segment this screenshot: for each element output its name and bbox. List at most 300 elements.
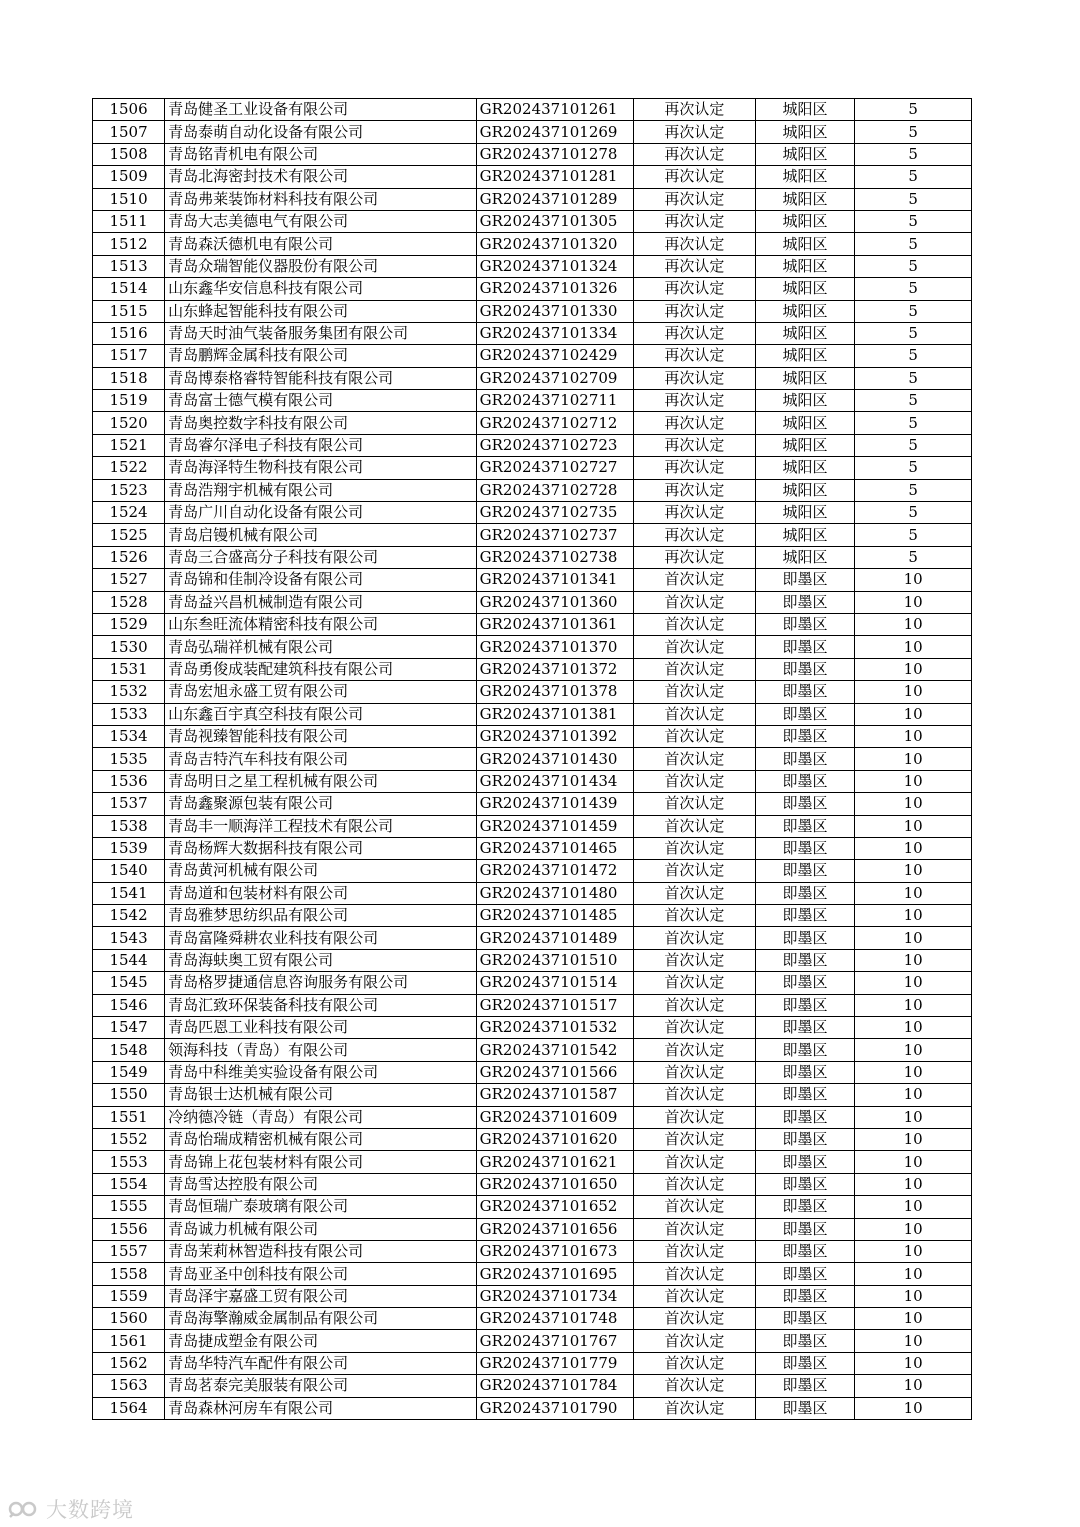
certificate-code-cell: GR202437101320	[476, 233, 633, 255]
certification-type-cell: 再次认定	[633, 546, 755, 568]
company-name-cell: 青岛茉莉林智造科技有限公司	[165, 1240, 477, 1262]
certification-type-cell: 首次认定	[633, 1061, 755, 1083]
table-row	[93, 1196, 972, 1218]
company-name-cell: 青岛启镘机械有限公司	[165, 524, 477, 546]
amount-cell: 10	[855, 1173, 972, 1195]
certificate-code-cell: GR202437101767	[476, 1330, 633, 1352]
table-row	[93, 770, 972, 792]
amount-cell: 10	[855, 1039, 972, 1061]
company-name-cell: 青岛众瑞智能仪器股份有限公司	[165, 255, 477, 277]
certificate-code-cell: GR202437101652	[476, 1196, 633, 1218]
amount-cell: 5	[855, 546, 972, 568]
table-row	[93, 255, 972, 277]
amount-cell: 10	[855, 1330, 972, 1352]
company-name-cell: 青岛中科维美实验设备有限公司	[165, 1061, 477, 1083]
certificate-code-cell: GR202437102728	[476, 479, 633, 501]
district-cell: 城阳区	[755, 390, 854, 412]
table-row	[93, 725, 972, 747]
certificate-code-cell: GR202437102735	[476, 502, 633, 524]
company-name-cell: 青岛大志美德电气有限公司	[165, 210, 477, 232]
row-number-cell: 1545	[93, 972, 165, 994]
table-row	[93, 300, 972, 322]
amount-cell: 5	[855, 390, 972, 412]
amount-cell: 5	[855, 479, 972, 501]
certification-type-cell: 首次认定	[633, 837, 755, 859]
row-number-cell: 1517	[93, 345, 165, 367]
company-name-cell: 青岛三合盛高分子科技有限公司	[165, 546, 477, 568]
certificate-code-cell: GR202437101324	[476, 255, 633, 277]
row-number-cell: 1532	[93, 681, 165, 703]
company-name-cell: 青岛黄河机械有限公司	[165, 860, 477, 882]
certification-type-cell: 首次认定	[633, 905, 755, 927]
amount-cell: 10	[855, 748, 972, 770]
certification-type-cell: 首次认定	[633, 1263, 755, 1285]
row-number-cell: 1510	[93, 188, 165, 210]
certification-type-cell: 首次认定	[633, 1240, 755, 1262]
certificate-code-cell: GR202437101269	[476, 121, 633, 143]
certification-type-cell: 再次认定	[633, 322, 755, 344]
table-row	[93, 1240, 972, 1262]
amount-cell: 10	[855, 815, 972, 837]
district-cell: 即墨区	[755, 1106, 854, 1128]
district-cell: 即墨区	[755, 860, 854, 882]
row-number-cell: 1541	[93, 882, 165, 904]
amount-cell: 5	[855, 322, 972, 344]
certificate-code-cell: GR202437101430	[476, 748, 633, 770]
certification-type-cell: 首次认定	[633, 569, 755, 591]
company-name-cell: 青岛勇俊成装配建筑科技有限公司	[165, 658, 477, 680]
watermark	[8, 1494, 134, 1524]
row-number-cell: 1530	[93, 636, 165, 658]
table-row	[93, 837, 972, 859]
certification-type-cell: 再次认定	[633, 255, 755, 277]
district-cell: 即墨区	[755, 1308, 854, 1330]
certificate-code-cell: GR202437101459	[476, 815, 633, 837]
company-name-cell: 青岛锦和佳制冷设备有限公司	[165, 569, 477, 591]
district-cell: 即墨区	[755, 1397, 854, 1419]
amount-cell: 5	[855, 255, 972, 277]
amount-cell: 10	[855, 1084, 972, 1106]
district-cell: 即墨区	[755, 1375, 854, 1397]
certificate-code-cell: GR202437101485	[476, 905, 633, 927]
row-number-cell: 1521	[93, 434, 165, 456]
certificate-code-cell: GR202437101784	[476, 1375, 633, 1397]
table-row	[93, 1352, 972, 1374]
certificate-code-cell: GR202437101289	[476, 188, 633, 210]
district-cell: 即墨区	[755, 770, 854, 792]
company-name-cell: 青岛吉特汽车科技有限公司	[165, 748, 477, 770]
company-name-cell: 青岛杨辉大数据科技有限公司	[165, 837, 477, 859]
company-name-cell: 领海科技（青岛）有限公司	[165, 1039, 477, 1061]
certification-type-cell: 再次认定	[633, 479, 755, 501]
company-name-cell: 青岛宏旭永盛工贸有限公司	[165, 681, 477, 703]
amount-cell: 10	[855, 681, 972, 703]
table-row	[93, 479, 972, 501]
company-name-cell: 青岛锦上花包装材料有限公司	[165, 1151, 477, 1173]
district-cell: 即墨区	[755, 1218, 854, 1240]
district-cell: 即墨区	[755, 1173, 854, 1195]
table-row	[93, 569, 972, 591]
certificate-code-cell: GR202437101281	[476, 166, 633, 188]
certification-type-cell: 再次认定	[633, 412, 755, 434]
company-list-table	[92, 98, 972, 1420]
certificate-code-cell: GR202437101378	[476, 681, 633, 703]
table-row	[93, 1173, 972, 1195]
row-number-cell: 1528	[93, 591, 165, 613]
certification-type-cell: 首次认定	[633, 591, 755, 613]
row-number-cell: 1558	[93, 1263, 165, 1285]
certificate-code-cell: GR202437101532	[476, 1017, 633, 1039]
company-name-cell: 青岛森林河房车有限公司	[165, 1397, 477, 1419]
row-number-cell: 1555	[93, 1196, 165, 1218]
certification-type-cell: 首次认定	[633, 1039, 755, 1061]
company-name-cell: 青岛茗泰完美服装有限公司	[165, 1375, 477, 1397]
row-number-cell: 1509	[93, 166, 165, 188]
district-cell: 即墨区	[755, 1151, 854, 1173]
district-cell: 即墨区	[755, 927, 854, 949]
table-row	[93, 1039, 972, 1061]
table-row	[93, 210, 972, 232]
row-number-cell: 1512	[93, 233, 165, 255]
certificate-code-cell: GR202437101330	[476, 300, 633, 322]
certification-type-cell: 首次认定	[633, 658, 755, 680]
certification-type-cell: 首次认定	[633, 882, 755, 904]
amount-cell: 10	[855, 1218, 972, 1240]
company-name-cell: 青岛铭青机电有限公司	[165, 143, 477, 165]
table-row	[93, 434, 972, 456]
amount-cell: 10	[855, 703, 972, 725]
district-cell: 即墨区	[755, 569, 854, 591]
row-number-cell: 1519	[93, 390, 165, 412]
amount-cell: 5	[855, 502, 972, 524]
certificate-code-cell: GR202437101790	[476, 1397, 633, 1419]
district-cell: 即墨区	[755, 725, 854, 747]
certification-type-cell: 再次认定	[633, 434, 755, 456]
row-number-cell: 1564	[93, 1397, 165, 1419]
table-row	[93, 613, 972, 635]
table-row	[93, 591, 972, 613]
amount-cell: 10	[855, 882, 972, 904]
row-number-cell: 1540	[93, 860, 165, 882]
row-number-cell: 1562	[93, 1352, 165, 1374]
district-cell: 即墨区	[755, 1196, 854, 1218]
amount-cell: 10	[855, 591, 972, 613]
company-name-cell: 山东蜂起智能科技有限公司	[165, 300, 477, 322]
table-row	[93, 502, 972, 524]
district-cell: 城阳区	[755, 457, 854, 479]
certification-type-cell: 首次认定	[633, 972, 755, 994]
certification-type-cell: 首次认定	[633, 994, 755, 1016]
table-row	[93, 1218, 972, 1240]
district-cell: 城阳区	[755, 121, 854, 143]
row-number-cell: 1511	[93, 210, 165, 232]
district-cell: 即墨区	[755, 636, 854, 658]
amount-cell: 10	[855, 1352, 972, 1374]
row-number-cell: 1553	[93, 1151, 165, 1173]
table-row	[93, 815, 972, 837]
certificate-code-cell: GR202437102727	[476, 457, 633, 479]
district-cell: 即墨区	[755, 905, 854, 927]
certificate-code-cell: GR202437101514	[476, 972, 633, 994]
amount-cell: 10	[855, 927, 972, 949]
row-number-cell: 1554	[93, 1173, 165, 1195]
certificate-code-cell: GR202437101360	[476, 591, 633, 613]
certificate-code-cell: GR202437101341	[476, 569, 633, 591]
company-name-cell: 青岛广川自动化设备有限公司	[165, 502, 477, 524]
table-body	[93, 99, 972, 1420]
table-row	[93, 1106, 972, 1128]
company-name-cell: 青岛海擎瀚威金属制品有限公司	[165, 1308, 477, 1330]
district-cell: 即墨区	[755, 994, 854, 1016]
row-number-cell: 1515	[93, 300, 165, 322]
company-name-cell: 青岛富士德气模有限公司	[165, 390, 477, 412]
certification-type-cell: 再次认定	[633, 300, 755, 322]
company-name-cell: 山东鑫华安信息科技有限公司	[165, 278, 477, 300]
row-number-cell: 1548	[93, 1039, 165, 1061]
amount-cell: 10	[855, 1375, 972, 1397]
district-cell: 城阳区	[755, 322, 854, 344]
amount-cell: 10	[855, 1106, 972, 1128]
row-number-cell: 1522	[93, 457, 165, 479]
table-row	[93, 658, 972, 680]
table-row	[93, 1397, 972, 1419]
row-number-cell: 1547	[93, 1017, 165, 1039]
table-row	[93, 1375, 972, 1397]
company-name-cell: 青岛雅梦思纺织品有限公司	[165, 905, 477, 927]
table-row	[93, 927, 972, 949]
certificate-code-cell: GR202437101510	[476, 949, 633, 971]
certificate-code-cell: GR202437101261	[476, 99, 633, 121]
district-cell: 城阳区	[755, 143, 854, 165]
company-name-cell: 青岛泽宇嘉盛工贸有限公司	[165, 1285, 477, 1307]
table-row	[93, 1128, 972, 1150]
certificate-code-cell: GR202437102738	[476, 546, 633, 568]
amount-cell: 5	[855, 99, 972, 121]
district-cell: 即墨区	[755, 949, 854, 971]
district-cell: 即墨区	[755, 793, 854, 815]
row-number-cell: 1546	[93, 994, 165, 1016]
company-name-cell: 青岛博泰格睿特智能科技有限公司	[165, 367, 477, 389]
certification-type-cell: 再次认定	[633, 99, 755, 121]
district-cell: 城阳区	[755, 166, 854, 188]
certification-type-cell: 再次认定	[633, 390, 755, 412]
district-cell: 即墨区	[755, 613, 854, 635]
company-name-cell: 青岛视臻智能科技有限公司	[165, 725, 477, 747]
certification-type-cell: 首次认定	[633, 860, 755, 882]
certification-type-cell: 再次认定	[633, 278, 755, 300]
row-number-cell: 1539	[93, 837, 165, 859]
amount-cell: 5	[855, 412, 972, 434]
certificate-code-cell: GR202437101326	[476, 278, 633, 300]
company-name-cell: 青岛富隆舜耕农业科技有限公司	[165, 927, 477, 949]
certification-type-cell: 首次认定	[633, 949, 755, 971]
company-name-cell: 青岛匹恩工业科技有限公司	[165, 1017, 477, 1039]
table-row	[93, 188, 972, 210]
table-row	[93, 233, 972, 255]
amount-cell: 10	[855, 1263, 972, 1285]
row-number-cell: 1508	[93, 143, 165, 165]
table-row	[93, 972, 972, 994]
company-name-cell: 山东叁旺流体精密科技有限公司	[165, 613, 477, 635]
row-number-cell: 1551	[93, 1106, 165, 1128]
row-number-cell: 1518	[93, 367, 165, 389]
amount-cell: 5	[855, 300, 972, 322]
certificate-code-cell: GR202437102712	[476, 412, 633, 434]
district-cell: 即墨区	[755, 1039, 854, 1061]
table-row	[93, 636, 972, 658]
certification-type-cell: 首次认定	[633, 613, 755, 635]
company-name-cell: 青岛明日之星工程机械有限公司	[165, 770, 477, 792]
district-cell: 即墨区	[755, 681, 854, 703]
certification-type-cell: 首次认定	[633, 1128, 755, 1150]
certification-type-cell: 首次认定	[633, 793, 755, 815]
table-row	[93, 166, 972, 188]
table-row	[93, 860, 972, 882]
district-cell: 城阳区	[755, 345, 854, 367]
certification-type-cell: 首次认定	[633, 1375, 755, 1397]
amount-cell: 10	[855, 1308, 972, 1330]
certificate-code-cell: GR202437101779	[476, 1352, 633, 1374]
district-cell: 城阳区	[755, 188, 854, 210]
amount-cell: 5	[855, 345, 972, 367]
certificate-code-cell: GR202437102737	[476, 524, 633, 546]
table-row	[93, 412, 972, 434]
certification-type-cell: 首次认定	[633, 1218, 755, 1240]
amount-cell: 10	[855, 658, 972, 680]
amount-cell: 10	[855, 793, 972, 815]
company-name-cell: 青岛亚圣中创科技有限公司	[165, 1263, 477, 1285]
row-number-cell: 1514	[93, 278, 165, 300]
table-row	[93, 1084, 972, 1106]
certification-type-cell: 首次认定	[633, 748, 755, 770]
amount-cell: 10	[855, 949, 972, 971]
table-row	[93, 1017, 972, 1039]
row-number-cell: 1516	[93, 322, 165, 344]
district-cell: 即墨区	[755, 1240, 854, 1262]
certificate-code-cell: GR202437101480	[476, 882, 633, 904]
company-name-cell: 青岛银士达机械有限公司	[165, 1084, 477, 1106]
certificate-code-cell: GR202437101489	[476, 927, 633, 949]
district-cell: 城阳区	[755, 434, 854, 456]
table-row	[93, 1308, 972, 1330]
company-name-cell: 青岛捷成塑金有限公司	[165, 1330, 477, 1352]
row-number-cell: 1507	[93, 121, 165, 143]
amount-cell: 10	[855, 972, 972, 994]
amount-cell: 10	[855, 569, 972, 591]
certificate-code-cell: GR202437101434	[476, 770, 633, 792]
district-cell: 即墨区	[755, 1128, 854, 1150]
table-row	[93, 322, 972, 344]
district-cell: 城阳区	[755, 502, 854, 524]
certificate-code-cell: GR202437101517	[476, 994, 633, 1016]
company-name-cell: 青岛怡瑞成精密机械有限公司	[165, 1128, 477, 1150]
certificate-code-cell: GR202437102429	[476, 345, 633, 367]
row-number-cell: 1525	[93, 524, 165, 546]
certificate-code-cell: GR202437101334	[476, 322, 633, 344]
company-name-cell: 青岛益兴昌机械制造有限公司	[165, 591, 477, 613]
certificate-code-cell: GR202437101372	[476, 658, 633, 680]
row-number-cell: 1513	[93, 255, 165, 277]
amount-cell: 10	[855, 725, 972, 747]
certification-type-cell: 首次认定	[633, 1352, 755, 1374]
row-number-cell: 1529	[93, 613, 165, 635]
amount-cell: 10	[855, 1128, 972, 1150]
amount-cell: 5	[855, 434, 972, 456]
amount-cell: 10	[855, 1017, 972, 1039]
table-row	[93, 524, 972, 546]
company-name-cell: 青岛鑫聚源包装有限公司	[165, 793, 477, 815]
district-cell: 即墨区	[755, 882, 854, 904]
company-name-cell: 山东鑫百宇真空科技有限公司	[165, 703, 477, 725]
table-row	[93, 345, 972, 367]
row-number-cell: 1556	[93, 1218, 165, 1240]
district-cell: 即墨区	[755, 1084, 854, 1106]
certificate-code-cell: GR202437101673	[476, 1240, 633, 1262]
table-row	[93, 994, 972, 1016]
amount-cell: 5	[855, 143, 972, 165]
row-number-cell: 1560	[93, 1308, 165, 1330]
district-cell: 即墨区	[755, 591, 854, 613]
certification-type-cell: 首次认定	[633, 681, 755, 703]
amount-cell: 10	[855, 994, 972, 1016]
certification-type-cell: 首次认定	[633, 1017, 755, 1039]
table-row	[93, 681, 972, 703]
certification-type-cell: 再次认定	[633, 121, 755, 143]
amount-cell: 10	[855, 1397, 972, 1419]
certification-type-cell: 再次认定	[633, 367, 755, 389]
certification-type-cell: 首次认定	[633, 1106, 755, 1128]
company-name-cell: 青岛浩翔宇机械有限公司	[165, 479, 477, 501]
certificate-code-cell: GR202437102723	[476, 434, 633, 456]
amount-cell: 10	[855, 1061, 972, 1083]
row-number-cell: 1536	[93, 770, 165, 792]
district-cell: 城阳区	[755, 278, 854, 300]
table-row	[93, 367, 972, 389]
company-name-cell: 青岛汇致环保装备科技有限公司	[165, 994, 477, 1016]
certificate-code-cell: GR202437102709	[476, 367, 633, 389]
amount-cell: 5	[855, 166, 972, 188]
row-number-cell: 1531	[93, 658, 165, 680]
certificate-code-cell: GR202437101734	[476, 1285, 633, 1307]
district-cell: 城阳区	[755, 367, 854, 389]
row-number-cell: 1550	[93, 1084, 165, 1106]
certificate-code-cell: GR202437101465	[476, 837, 633, 859]
amount-cell: 10	[855, 1285, 972, 1307]
table-row	[93, 1330, 972, 1352]
amount-cell: 10	[855, 636, 972, 658]
district-cell: 即墨区	[755, 658, 854, 680]
table-row	[93, 143, 972, 165]
district-cell: 城阳区	[755, 479, 854, 501]
amount-cell: 5	[855, 188, 972, 210]
certification-type-cell: 再次认定	[633, 188, 755, 210]
certificate-code-cell: GR202437101620	[476, 1128, 633, 1150]
company-name-cell: 青岛天时油气装备服务集团有限公司	[165, 322, 477, 344]
row-number-cell: 1535	[93, 748, 165, 770]
row-number-cell: 1552	[93, 1128, 165, 1150]
amount-cell: 10	[855, 837, 972, 859]
amount-cell: 10	[855, 770, 972, 792]
district-cell: 即墨区	[755, 1352, 854, 1374]
district-cell: 城阳区	[755, 412, 854, 434]
row-number-cell: 1549	[93, 1061, 165, 1083]
company-name-cell: 青岛健圣工业设备有限公司	[165, 99, 477, 121]
certification-type-cell: 首次认定	[633, 770, 755, 792]
district-cell: 城阳区	[755, 210, 854, 232]
company-name-cell: 青岛诚力机械有限公司	[165, 1218, 477, 1240]
district-cell: 城阳区	[755, 300, 854, 322]
certification-type-cell: 首次认定	[633, 1196, 755, 1218]
